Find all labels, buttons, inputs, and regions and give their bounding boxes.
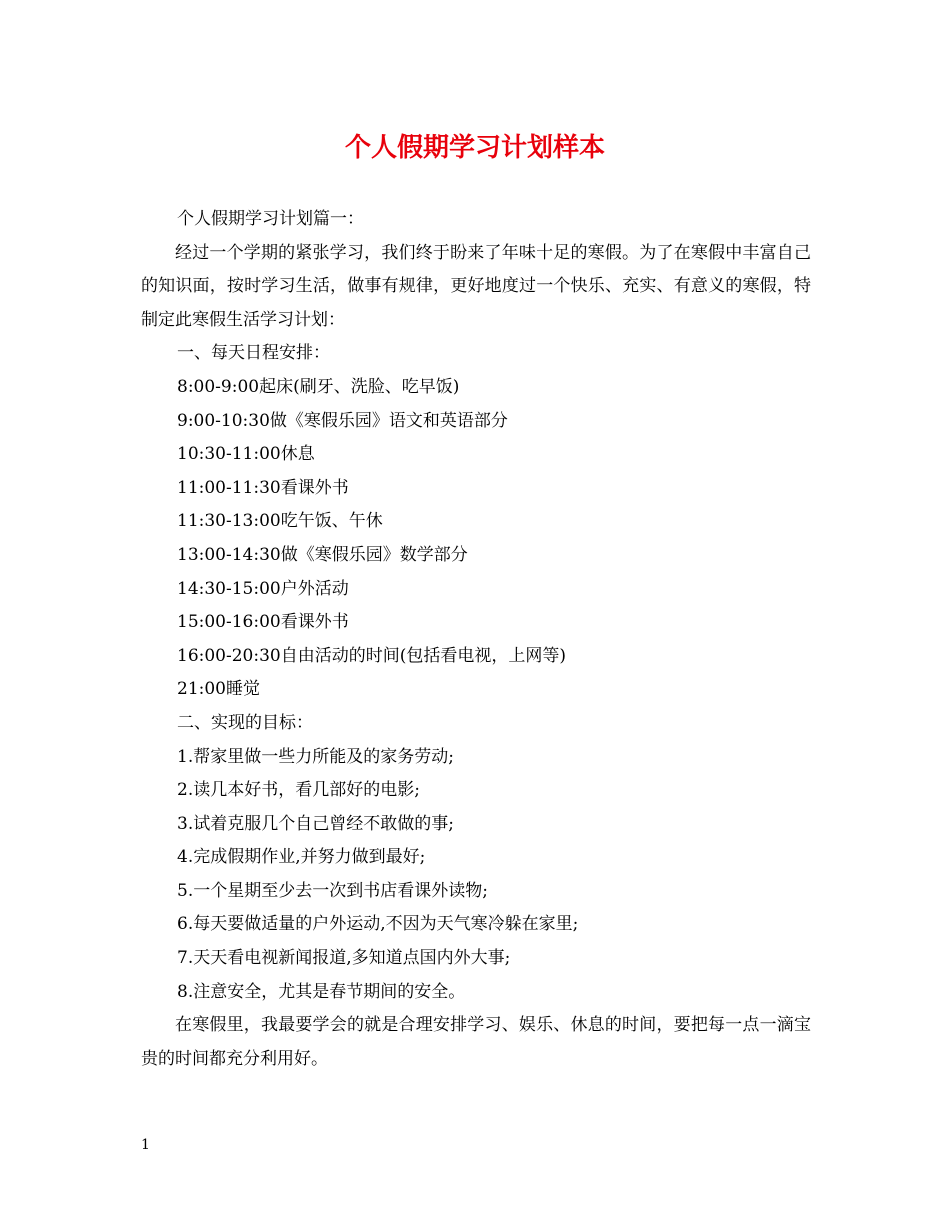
goal-item: 4.完成假期作业,并努力做到最好; bbox=[177, 847, 426, 868]
goal-item: 5.一个星期至少去一次到书店看课外读物; bbox=[177, 880, 488, 901]
schedule-item: 10:30-11:00休息 bbox=[177, 444, 315, 465]
schedule-item: 16:00-20:30自由活动的时间(包括看电视，上网等) bbox=[177, 645, 566, 666]
schedule-item: 9:00-10:30做《寒假乐园》语文和英语部分 bbox=[177, 410, 508, 431]
schedule-item: 14:30-15:00户外活动 bbox=[177, 578, 349, 599]
closing-paragraph: 在寒假里，我最要学会的就是合理安排学习、娱乐、休息的时间，要把每一点一滴宝贵的时间都充分利用好。 bbox=[141, 1015, 811, 1069]
schedule-item: 15:00-16:00看课外书 bbox=[177, 612, 349, 633]
section-heading: 个人假期学习计划篇一： bbox=[177, 209, 364, 229]
page-number: 1 bbox=[141, 1137, 150, 1153]
schedule-item: 11:00-11:30看课外书 bbox=[177, 477, 349, 498]
document-body bbox=[141, 203, 811, 1076]
goal-item: 3.试着克服几个自己曾经不敢做的事; bbox=[177, 813, 454, 834]
goal-item: 7.天天看电视新闻报道,多知道点国内外大事; bbox=[177, 948, 511, 969]
goal-item: 2.读几本好书，看几部好的电影; bbox=[177, 780, 420, 801]
goals-heading: 二、实现的目标： bbox=[177, 712, 313, 733]
intro-paragraph: 经过一个学期的紧张学习，我们终于盼来了年味十足的寒假。为了在寒假中丰富自己的知识面，按时学习生活，做事有规律，更好地度过一个快乐、充实、有意义的寒假，特制定此寒假生活学习计划： bbox=[141, 242, 811, 330]
goal-item: 8.注意安全，尤其是春节期间的安全。 bbox=[177, 981, 466, 1002]
schedule-item: 13:00-14:30做《寒假乐园》数学部分 bbox=[177, 544, 468, 565]
goal-item: 6.每天要做适量的户外运动,不因为天气寒冷躲在家里; bbox=[177, 914, 579, 935]
schedule-item: 11:30-13:00吃午饭、午休 bbox=[177, 511, 383, 532]
schedule-heading: 一、每天日程安排： bbox=[177, 343, 330, 364]
document-title: 个人假期学习计划样本 bbox=[344, 133, 605, 163]
goal-item: 1.帮家里做一些力所能及的家务劳动; bbox=[177, 746, 454, 767]
schedule-item: 21:00睡觉 bbox=[177, 679, 260, 700]
schedule-item: 8:00-9:00起床(刷牙、洗脸、吃早饭) bbox=[177, 376, 460, 397]
